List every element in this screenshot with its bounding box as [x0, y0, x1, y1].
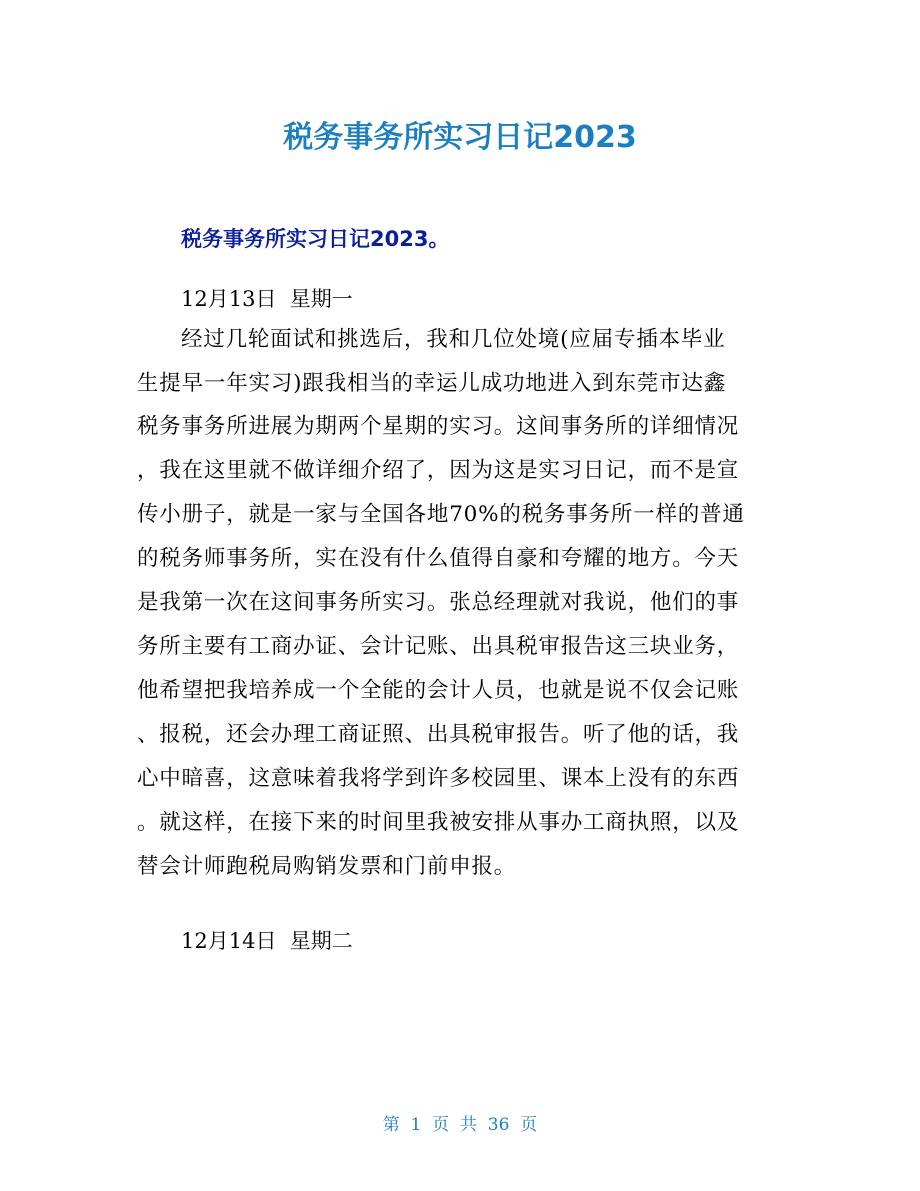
page-footer: 第 1 页 共 36 页 — [382, 1115, 538, 1135]
paragraph-line: 他希望把我培养成一个全能的会计人员，也就是说不仅会记账 — [137, 678, 740, 703]
paragraph-line: 、报税，还会办理工商证照、出具税审报告。听了他的话，我 — [137, 722, 740, 747]
paragraph-line: 务所主要有工商办证、会计记账、出具税审报告这三块业务， — [137, 634, 740, 659]
paragraph-line: 是我第一次在这间事务所实习。张总经理就对我说，他们的事 — [137, 590, 740, 615]
page-title: 税务事务所实习日记2023 — [283, 120, 637, 155]
entry-date-1: 12月13日 星期一 — [181, 287, 353, 311]
paragraph-line: 传小册子，就是一家与全国各地70%的税务事务所一样的普通 — [137, 502, 745, 527]
entry-date-2: 12月14日 星期二 — [181, 929, 353, 953]
paragraph-line: ，我在这里就不做详细介绍了，因为这是实习日记，而不是宣 — [137, 458, 740, 483]
document-subtitle: 税务事务所实习日记2023。 — [181, 227, 450, 251]
paragraph-line: 生提早一年实习)跟我相当的幸运儿成功地进入到东莞市达鑫 — [137, 371, 726, 396]
paragraph-line: 心中暗喜，这意味着我将学到许多校园里、课本上没有的东西 — [137, 766, 740, 791]
paragraph-line: 经过几轮面试和挑选后，我和几位处境(应届专插本毕业 — [181, 327, 726, 352]
paragraph-line: 。就这样，在接下来的时间里我被安排从事办工商执照，以及 — [137, 810, 740, 835]
paragraph-line: 的税务师事务所，实在没有什么值得自豪和夸耀的地方。今天 — [137, 546, 740, 571]
paragraph-line: 替会计师跑税局购销发票和门前申报。 — [137, 854, 517, 879]
paragraph-line: 税务事务所进展为期两个星期的实习。这间事务所的详细情况 — [137, 414, 740, 439]
